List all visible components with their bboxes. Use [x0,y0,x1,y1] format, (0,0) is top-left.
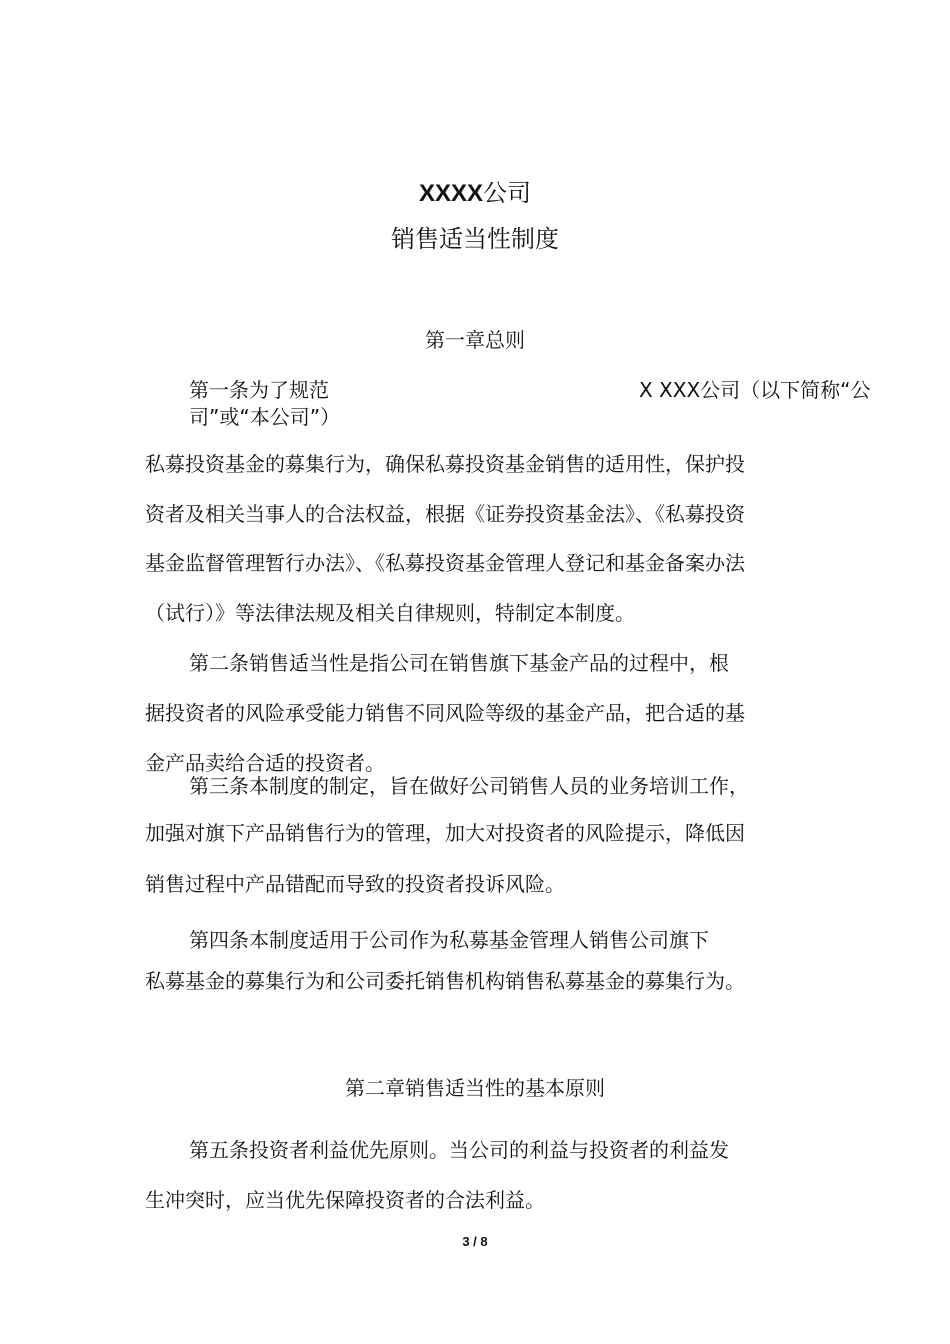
company-name-bold: XXXX [418,180,484,207]
article-4-line-2: 私募基金的募集行为和公司委托销售机构销售私募基金的募集行为。 [145,969,745,993]
article-2-line-3: 金产品卖给合适的投资者。 [145,751,385,775]
article-3-line-3: 销售过程中产品错配而导致的投资者投诉风险。 [145,872,565,896]
article-5-line-2: 生冲突时，应当优先保障投资者的合法利益。 [145,1188,545,1212]
company-name-suffix: 公司 [483,179,532,207]
company-title [0,178,950,209]
article-1-line-1-sub: 司”或“本公司”） [189,405,341,429]
article-3-line-2: 加强对旗下产品销售行为的管理，加大对投资者的风险提示，降低因 [145,821,745,845]
chapter-heading-2: 第二章销售适当性的基本原则 [345,1076,605,1100]
chapter-heading-1: 第一章总则 [425,328,525,352]
document-title: 销售适当性制度 [391,225,559,253]
article-1-line-1-right: X XXX公司（以下简称“公 [639,378,871,402]
article-2-line-1: 第二条销售适当性是指公司在销售旗下基金产品的过程中，根 [189,651,729,675]
page-number: 3 / 8 [462,1234,488,1249]
article-1-line-4: 基金监督管理暂行办法》、《私募投资基金管理人登记和基金备案办法 [145,551,745,575]
article-1-line-3: 资者及相关当事人的合法权益，根据《证券投资基金法》、《私募投资 [145,502,745,526]
article-2-line-2: 据投资者的风险承受能力销售不同风险等级的基金产品，把合适的基 [145,701,745,725]
article-1-line-1-left: 第一条为了规范 [189,378,329,402]
article-5-line-1: 第五条投资者利益优先原则。当公司的利益与投资者的利益发 [189,1138,729,1162]
article-4-line-1: 第四条本制度适用于公司作为私募基金管理人销售公司旗下 [189,928,709,952]
article-1-line-2: 私募投资基金的募集行为，确保私募投资基金销售的适用性，保护投 [145,452,745,476]
article-1-line-5: （试行）》等法律法规及相关自律规则，特制定本制度。 [145,601,635,625]
article-3-line-1: 第三条本制度的制定，旨在做好公司销售人员的业务培训工作， [189,774,749,798]
